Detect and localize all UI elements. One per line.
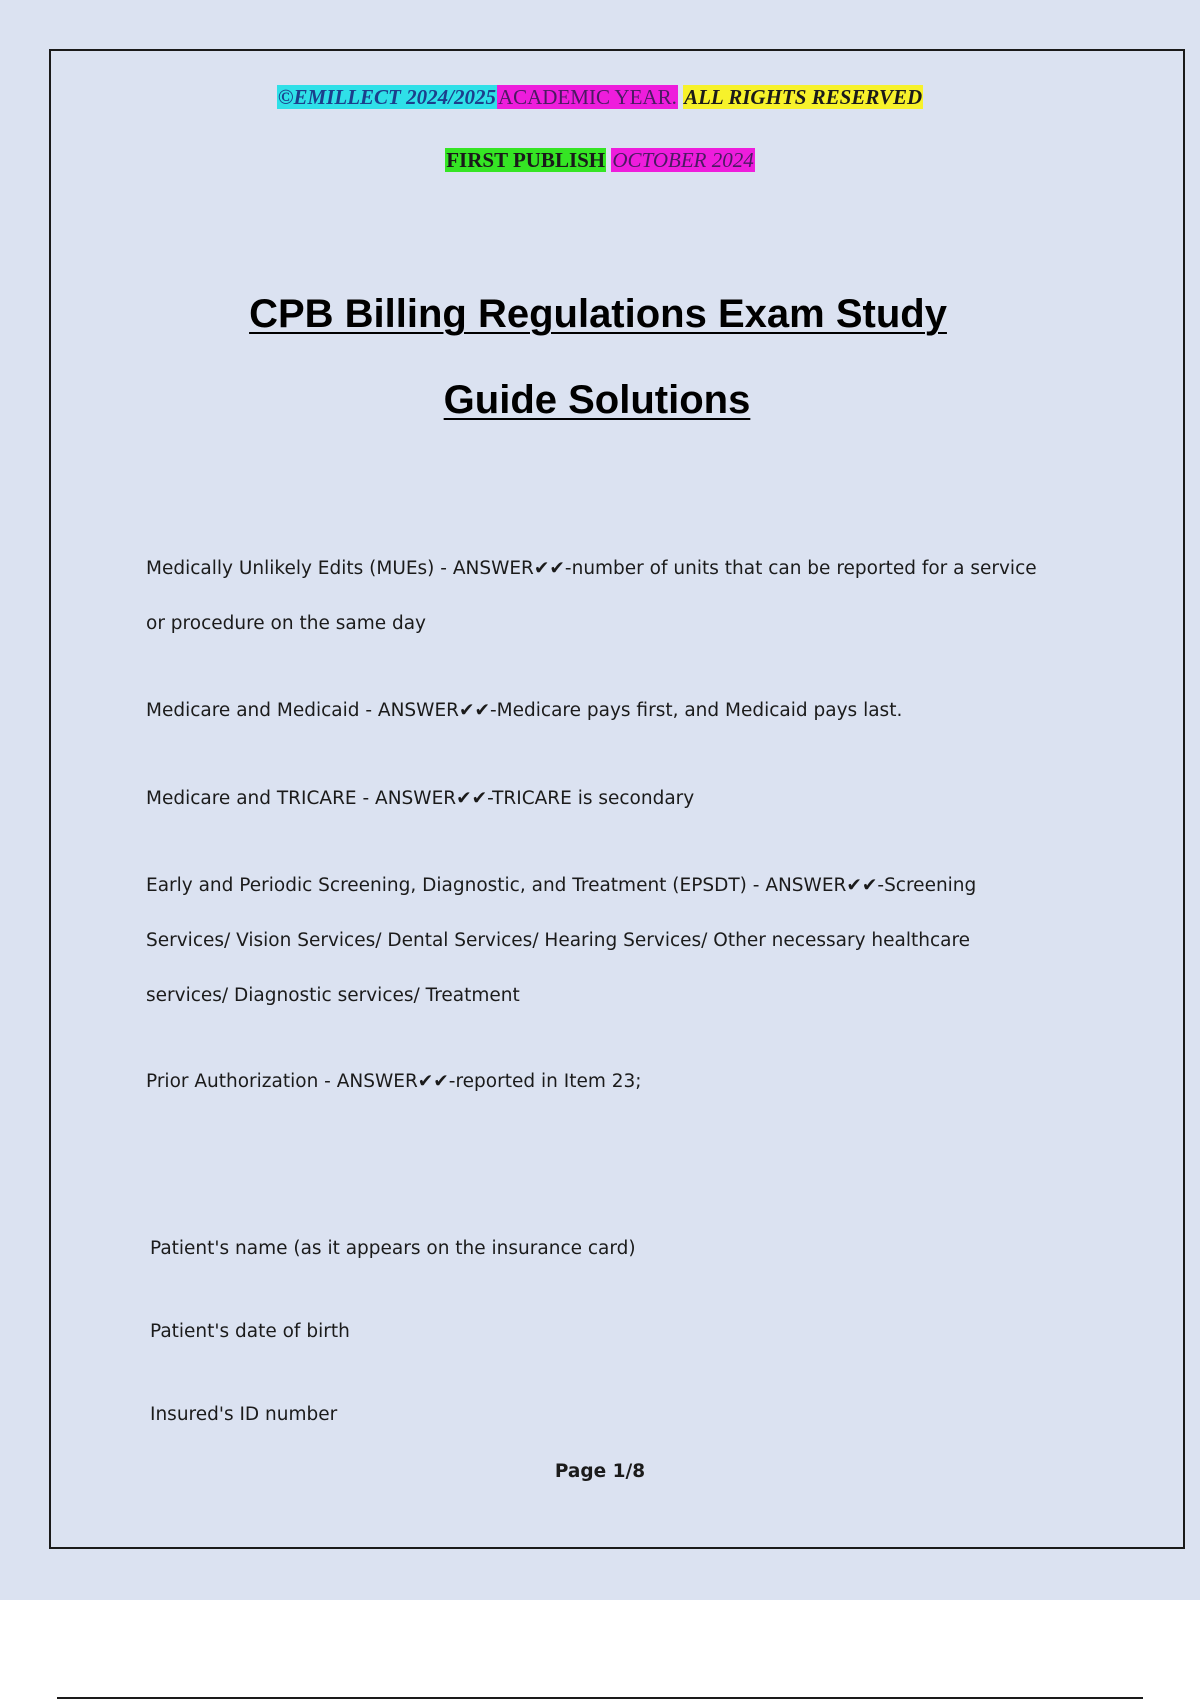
qa-item: Medicare and Medicaid - ANSWER✔✔-Medicare pays first, and Medicaid pays last.	[146, 700, 903, 721]
rights-label: ALL RIGHTS RESERVED	[684, 85, 923, 109]
page-number: Page 1/8	[554, 1461, 646, 1482]
page-title-line-2: Guide Solutions	[443, 378, 751, 422]
first-publish-label: FIRST PUBLISH	[446, 148, 606, 172]
field-item: Patient's date of birth	[150, 1321, 350, 1342]
qa-item: Medicare and TRICARE - ANSWER✔✔-TRICARE is secondary	[146, 788, 695, 809]
page-title-line-1: CPB Billing Regulations Exam Study	[249, 292, 947, 336]
publish-line	[0, 147, 1200, 173]
qa-item: Prior Authorization - ANSWER✔✔-reported in Item 23;	[146, 1071, 642, 1092]
qa-item: Early and Periodic Screening, Diagnostic, and Treatment (EPSDT) - ANSWER✔✔-Screening Services/ Vision Services/ Dental Services/ Hearing Services/ Other necessary healthcare services/ Diagnostic services/ Treatment	[146, 875, 977, 1006]
field-item: Insured's ID number	[150, 1404, 338, 1425]
copyright-line	[0, 84, 1200, 110]
field-item: Patient's name (as it appears on the insurance card)	[150, 1238, 636, 1259]
copyright-label: ©EMILLECT 2024/2025	[277, 85, 496, 109]
qa-item: Medically Unlikely Edits (MUEs) - ANSWER✔✔-number of units that can be reported for a service or procedure on the same day	[146, 558, 1037, 634]
academic-year-label: ACADEMIC YEAR.	[497, 85, 677, 109]
next-page-rule	[57, 1697, 1143, 1699]
publish-date-label: OCTOBER 2024	[612, 148, 754, 172]
